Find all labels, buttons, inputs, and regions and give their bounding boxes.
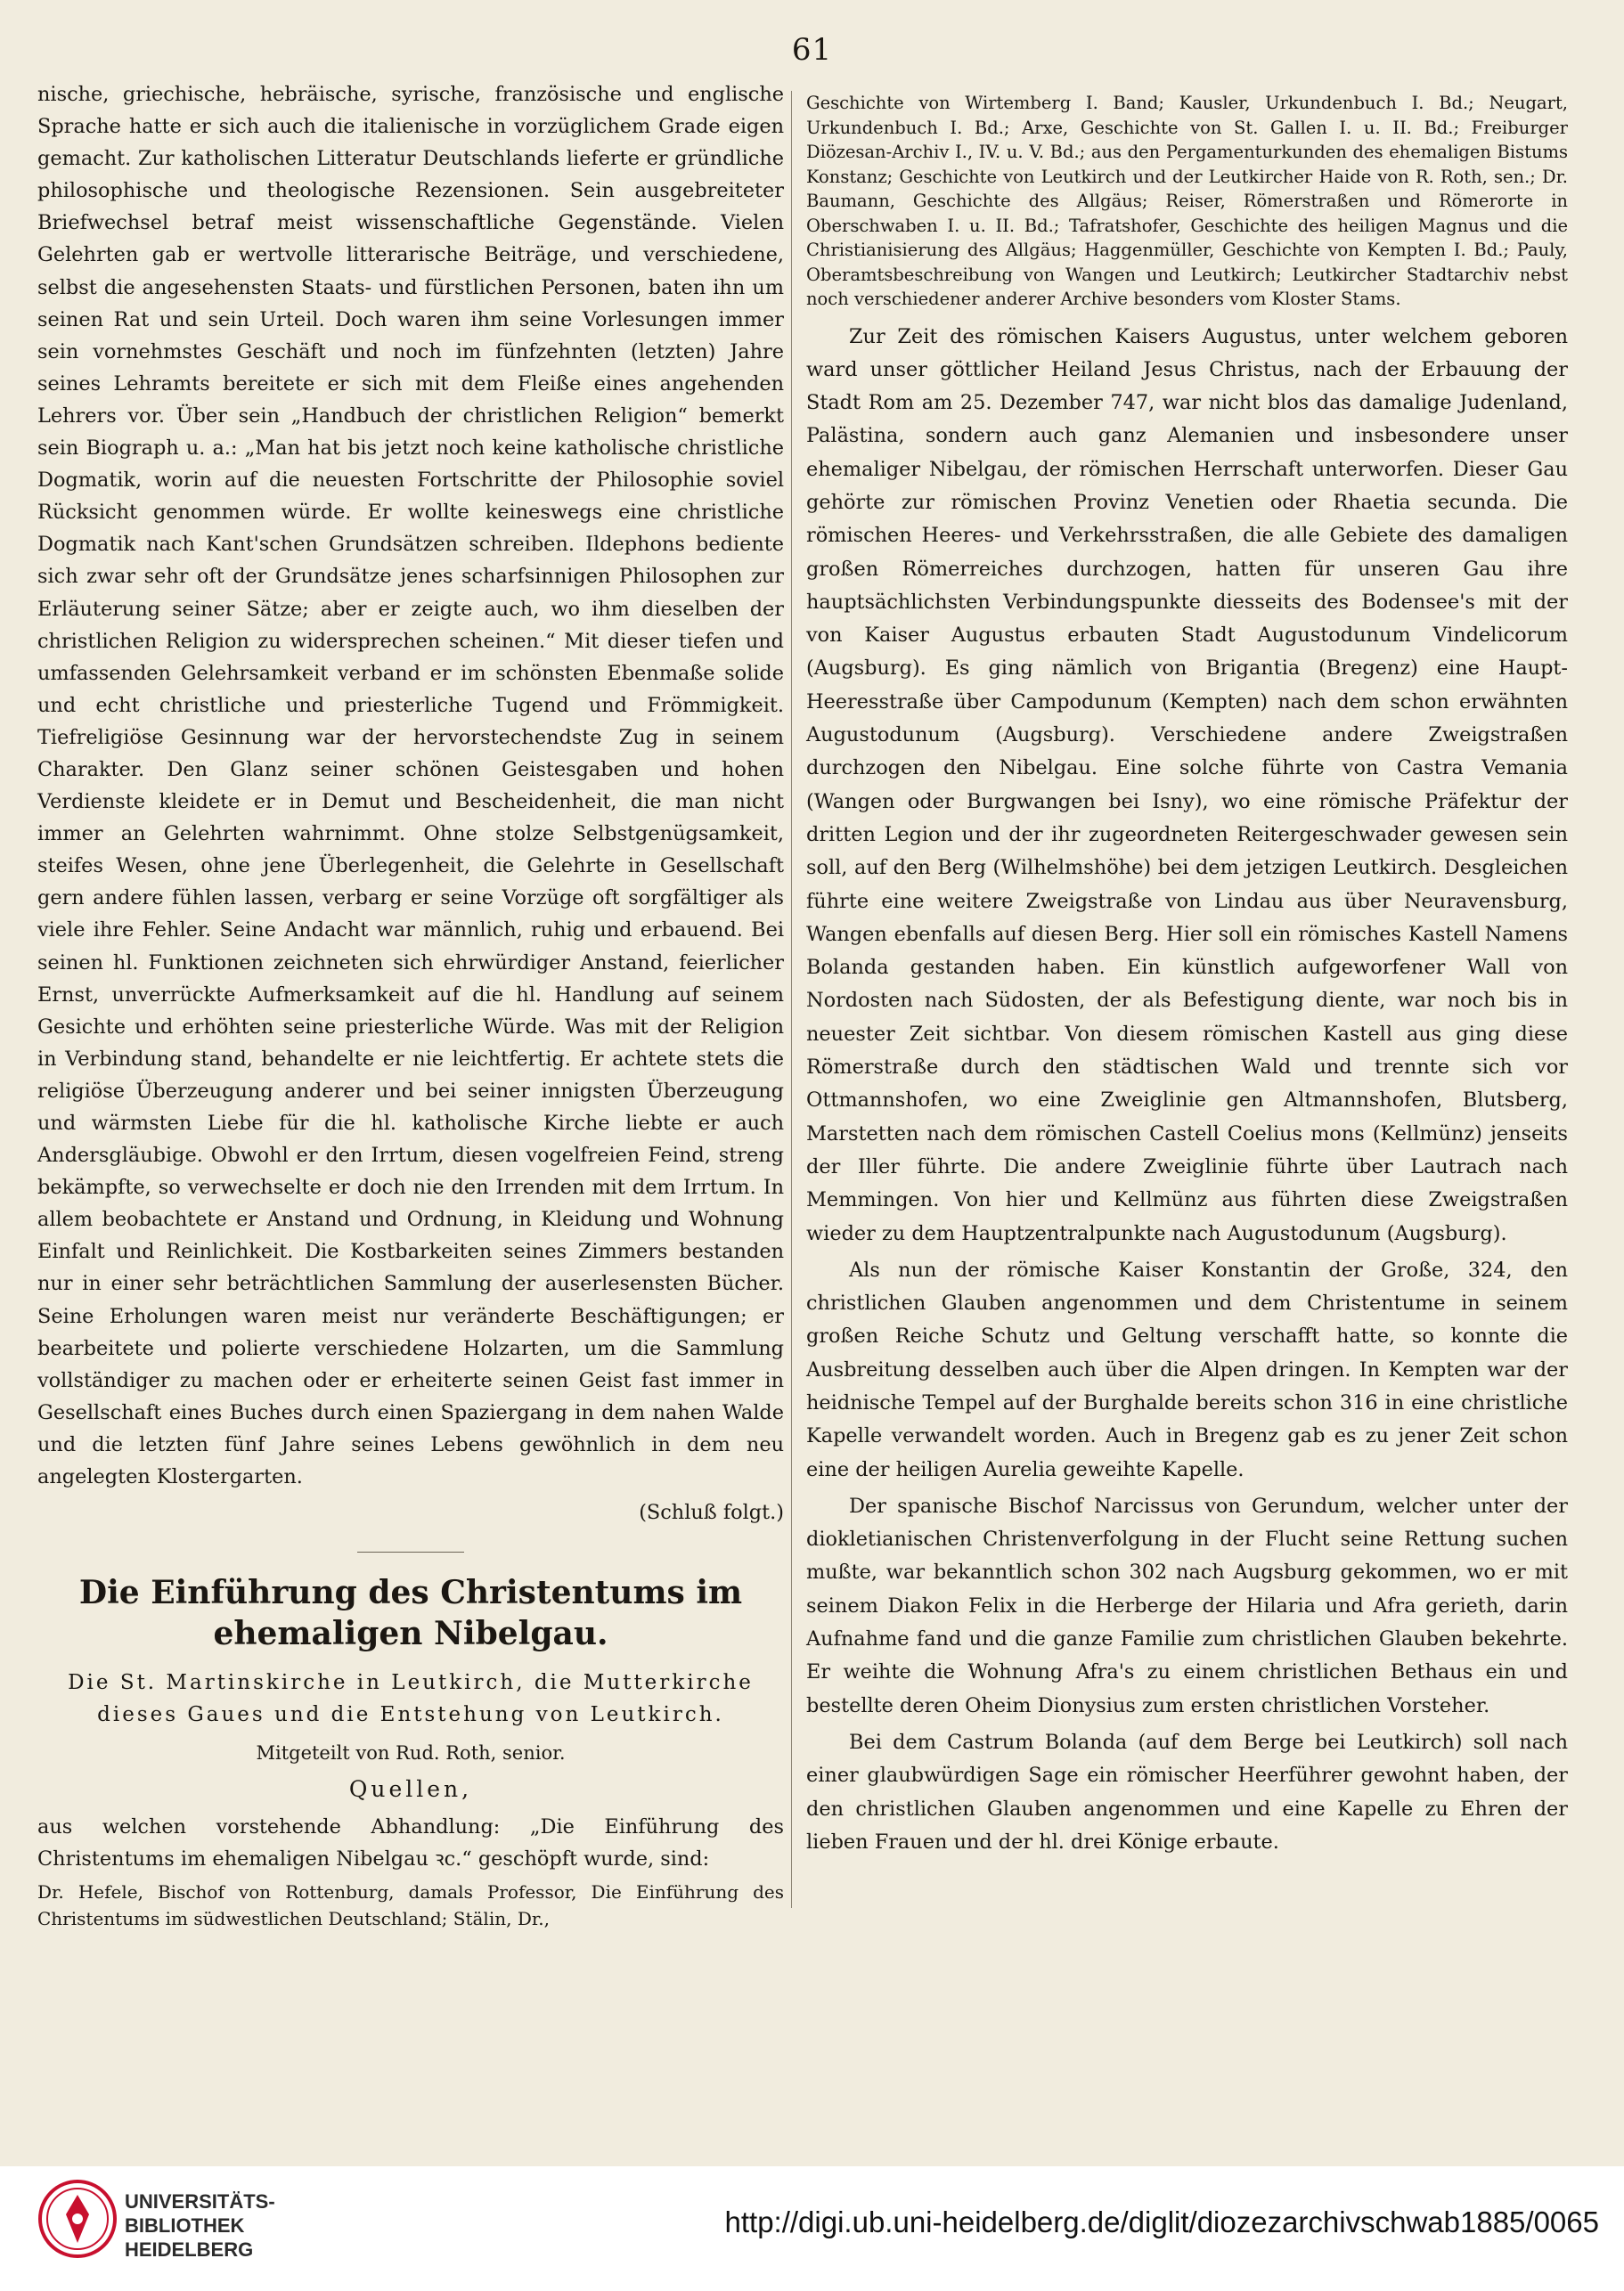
library-name-line: HEIDELBERG [125,2238,254,2261]
left-column [37,78,784,1936]
right-column [806,91,1568,1863]
page-number: 61 [791,32,833,68]
column-rule [791,91,792,1908]
closing-note: (Schluß folgt.) [639,1501,784,1525]
sources-heading: Quellen, [348,1776,473,1803]
source-url-link[interactable]: http://digi.ub.uni-heidelberg.de/diglit/diozezarchivschwab1885/0065 [724,2205,1599,2238]
sources-list: Geschichte von Wirtemberg I. Band; Kausler, Urkundenbuch I. Bd.; Neugart, Urkundenbuch I. Bd.; Arxe, Geschichte von St. Gallen I. u. II. Bd.; Freiburger Diözesan-Archiv I., IV. u. V. Bd.; aus den Pergamenturkunden des ehemaligen Bistums Konstanz; Geschichte von Leutkirch und der Leutkircher Haide von R. Roth, sen.; Dr. Baumann, Geschichte des Allgäus; Reiser, Römerstraßen und Römerorte in Oberschwaben I. u. II. Bd.; Tafratshofer, Geschichte des heiligen Magnus und die Christianisierung des Allgäus; Haggenmüller, Geschichte von Kempten I. Bd.; Pauly, Oberamtsbeschreibung von Wangen und Leutkirch; Leutkircher Stadtarchiv nebst noch verschiedener anderer Archive besonders vom Kloster Stams. [806,93,1568,309]
library-name [125,2189,275,2262]
body-paragraph: Der spanische Bischof Narcissus von Gerundum, welcher unter der diokletianischen Christenverfolgung in der Flucht seine Rettung suchen mußte, war bekanntlich schon 302 nach Augsburg gekommen, wo er mit seinem Diakon Felix in die Herberge der Hilaria und Afra gerieth, darin Aufnahme fand und die ganze Familie zum christlichen Glauben bekehrte. Er weihte die Wohnung Afra's zu einem christlichen Bethaus ein und bestellte deren Oheim Dionysius zum ersten christlichen Vorsteher. [806,1494,1568,1717]
university-seal-icon [37,2179,118,2259]
sources-intro: aus welchen vorstehende Abhandlung: „Die Einführung des Christentums im ehemaligen Nibelgau ꝛc.“ geschöpft wurde, sind: [37,1815,784,1871]
library-name-line: BIBLIOTHEK [125,2214,245,2237]
section-divider [357,1552,464,1553]
sources-continued [806,91,1568,312]
body-paragraph: Als nun der römische Kaiser Konstantin der Große, 324, den christlichen Glauben angenommen und dem Christentume in seinem großen Reiche Schutz und Geltung verschafft hatte, so konnte die Ausbreitung desselben auch über die Alpen dringen. In Kempten war der heidnische Tempel auf der Burghalde bereits schon 316 in eine christliche Kapelle verwandelt worden. Auch in Bregenz gab es zu jener Zeit schon eine der heiligen Aurelia geweihte Kapelle. [806,1258,1568,1481]
article-subtitle: Die St. Martinskirche in Leutkirch, die Mutterkirche dieses Gaues und die Entstehung von Leutkirch. [68,1671,754,1727]
continuation-note [37,1496,784,1529]
sources-list-start: Dr. Hefele, Bischof von Rottenburg, damals Professor, Die Einführung des Christentums im südwestlichen Deutschland; Stälin, Dr., [37,1881,784,1930]
footer-bar [0,2166,1624,2291]
library-name-line: UNIVERSITÄTS- [125,2190,275,2213]
body-paragraph: Bei dem Castrum Bolanda (auf dem Berge bei Leutkirch) soll nach einer glaubwürdigen Sage ein römischer Heerführer gewohnt haben, der den christlichen Glauben angenommen und eine Kapelle zu Ehren der lieben Frauen und der hl. drei Könige erbaute. [806,1730,1568,1854]
author-line: Mitgeteilt von Rud. Roth, senior. [256,1742,566,1765]
body-paragraph: Zur Zeit des römischen Kaisers Augustus, unter welchem geboren ward unser göttlicher Heiland Jesus Christus, nach der Erbauung der Stadt Rom am 25. Dezember 747, war nicht blos das damalige Judenland, Palästina, sondern auch ganz Alemanien und insbesondere unser ehemaliger Nibelgau, der römischen Herrschaft unterworfen. Dieser Gau gehörte zur römischen Provinz Venetien oder Rhaetia secunda. Die römischen Heeres- und Verkehrsstraßen, die alle Gebiete des damaligen großen Römerreiches durchzogen, hatten für unseren Gau ihre hauptsächlichsten Verbindungspunkte diesseits des Bodensee's mit der von Kaiser Augustus erbauten Stadt Augustodunum Vindelicorum (Augsburg). Es ging nämlich von Brigantia (Bregenz) eine Haupt-Heeresstraße über Campodunum (Kempten) nach dem schon erwähnten Augustodunum (Augsburg). Verschiedene andere Zweigstraßen durchzogen den Nibelgau. Eine solche führte von Castra Vemania (Wangen oder Burgwangen bei Isny), wo eine römische Präfektur der dritten Legion und der ihr zugeordneten Reitergeschwader gewesen sein soll, auf den Berg (Wilhelmshöhe) bei dem jetzigen Leutkirch. Desgleichen führte eine weitere Zweigstraße von Lindau aus über Neuravensburg, Wangen ebenfalls auf diesen Berg. Hier soll ein römisches Kastell Namens Bolanda gestanden haben. Ein künstlich aufgeworfener Wall von Nordosten nach Südosten, der als Befestigung diente, war noch bis in neuester Zeit sichtbar. Von diesem römischen Kastell aus ging diese Römerstraße durch den städtischen Wald und trennte sich vor Ottmannshofen, wo eine Zweiglinie gen Altmannshofen, Blutsberg, Marstetten nach dem römischen Castell Coelius mons (Kellmünz) jenseits der Iller führte. Die andere Zweiglinie führte über Lautrach nach Memmingen. Von hier und Kellmünz aus führten diese Zweigstraßen wieder zu dem Hauptzentralpunkte nach Augustodunum (Augsburg). [806,324,1568,1245]
body-paragraph: nische, griechische, hebräische, syrische, französische und englische Sprache hatte er sich auch die italienische in vorzüglichem Grade eigen gemacht. Zur katholischen Litteratur Deutschlands lieferte er gründliche philosophische und theologische Rezensionen. Sein ausgebreiteter Briefwechsel betraf meist wissenschaftliche Gegenstände. Vielen Gelehrten gab er wertvolle litterarische Beiträge, und verschiedene, selbst die angesehensten Staats- und fürstlichen Personen, baten ihn um seinen Rat und sein Urteil. Doch waren ihm seine Vorlesungen immer sein vornehmstes Geschäft und noch im fünfzehnten (letzten) Jahre seines Lehramts bereitete er sich mit dem Fleiße eines angehenden Lehrers vor. Über sein „Handbuch der christlichen Religion“ bemerkt sein Biograph u. a.: „Man hat bis jetzt noch keine katholische christliche Dogmatik, worin auf die neuesten Fortschritte der Philosophie soviel Rücksicht genommen würde. Er wollte keineswegs eine christliche Dogmatik nach Kant'schen Grundsätzen schreiben. Ildephons bediente sich zwar sehr oft der Grundsätze jenes scharfsinnigen Philosophen zur Erläuterung seiner Sätze; aber er zeigte auch, wo ihm dieselben der christlichen Religion zu widersprechen scheinen.“ Mit dieser tiefen und umfassenden Gelehrsamkeit verband er im schönsten Ebenmaße solide und echt christliche und priesterliche Tugend und Frömmigkeit. Tiefreligiöse Gesinnung war der hervorstechendste Zug in seinem Charakter. Den Glanz seiner schönen Geistesgaben und hohen Verdienste kleidete er in Demut und Bescheidenheit, die man nicht immer an Gelehrten wahrnimmt. Ohne stolze Selbstgenügsamkeit, steifes Wesen, ohne jene Überlegenheit, die Gelehrte in Gesellschaft gern andere fühlen lassen, verbarg er seine Vorzüge oft sorgfältiger als viele ihre Fehler. Seine Andacht war männlich, ruhig und erbauend. Bei seinen hl. Funktionen zeichneten sich ehrwürdiger Anstand, feierlicher Ernst, unverrückte Aufmerksamkeit auf die hl. Handlung auf seinem Gesichte und erhöhten seine priesterliche Würde. Was mit der Religion in Verbindung stand, behandelte er nie leichtfertig. Er achtete stets die religiöse Überzeugung anderer und bei seiner innigsten Überzeugung und wärmsten Liebe für die hl. katholische Kirche liebte er auch Andersgläubige. Obwohl er den Irrtum, diesen vogelfreien Feind, streng bekämpfte, so verwechselte er doch nie den Irrenden mit dem Irrtum. In allem beobachtete er Anstand und Ordnung, in Kleidung und Wohnung Einfalt und Reinlichkeit. Die Kostbarkeiten seines Zimmers bestanden nur in einer sehr beträchtlichen Sammlung der auserlesensten Bücher. Seine Erholungen waren meist nur veränderte Beschäftigungen; er bearbeitete und polierte verschiedene Holzarten, um die Sammlung vollständiger zu machen oder er erheiterte seinen Geist fast immer in Gesellschaft eines Buches durch einen Spaziergang in dem nahen Walde und die letzten fünf Jahre seines Lebens gewöhnlich in dem neu angelegten Klostergarten. [37,83,784,1489]
article-title: Die Einführung des Christentums im ehemaligen Nibelgau. [78,1574,743,1653]
